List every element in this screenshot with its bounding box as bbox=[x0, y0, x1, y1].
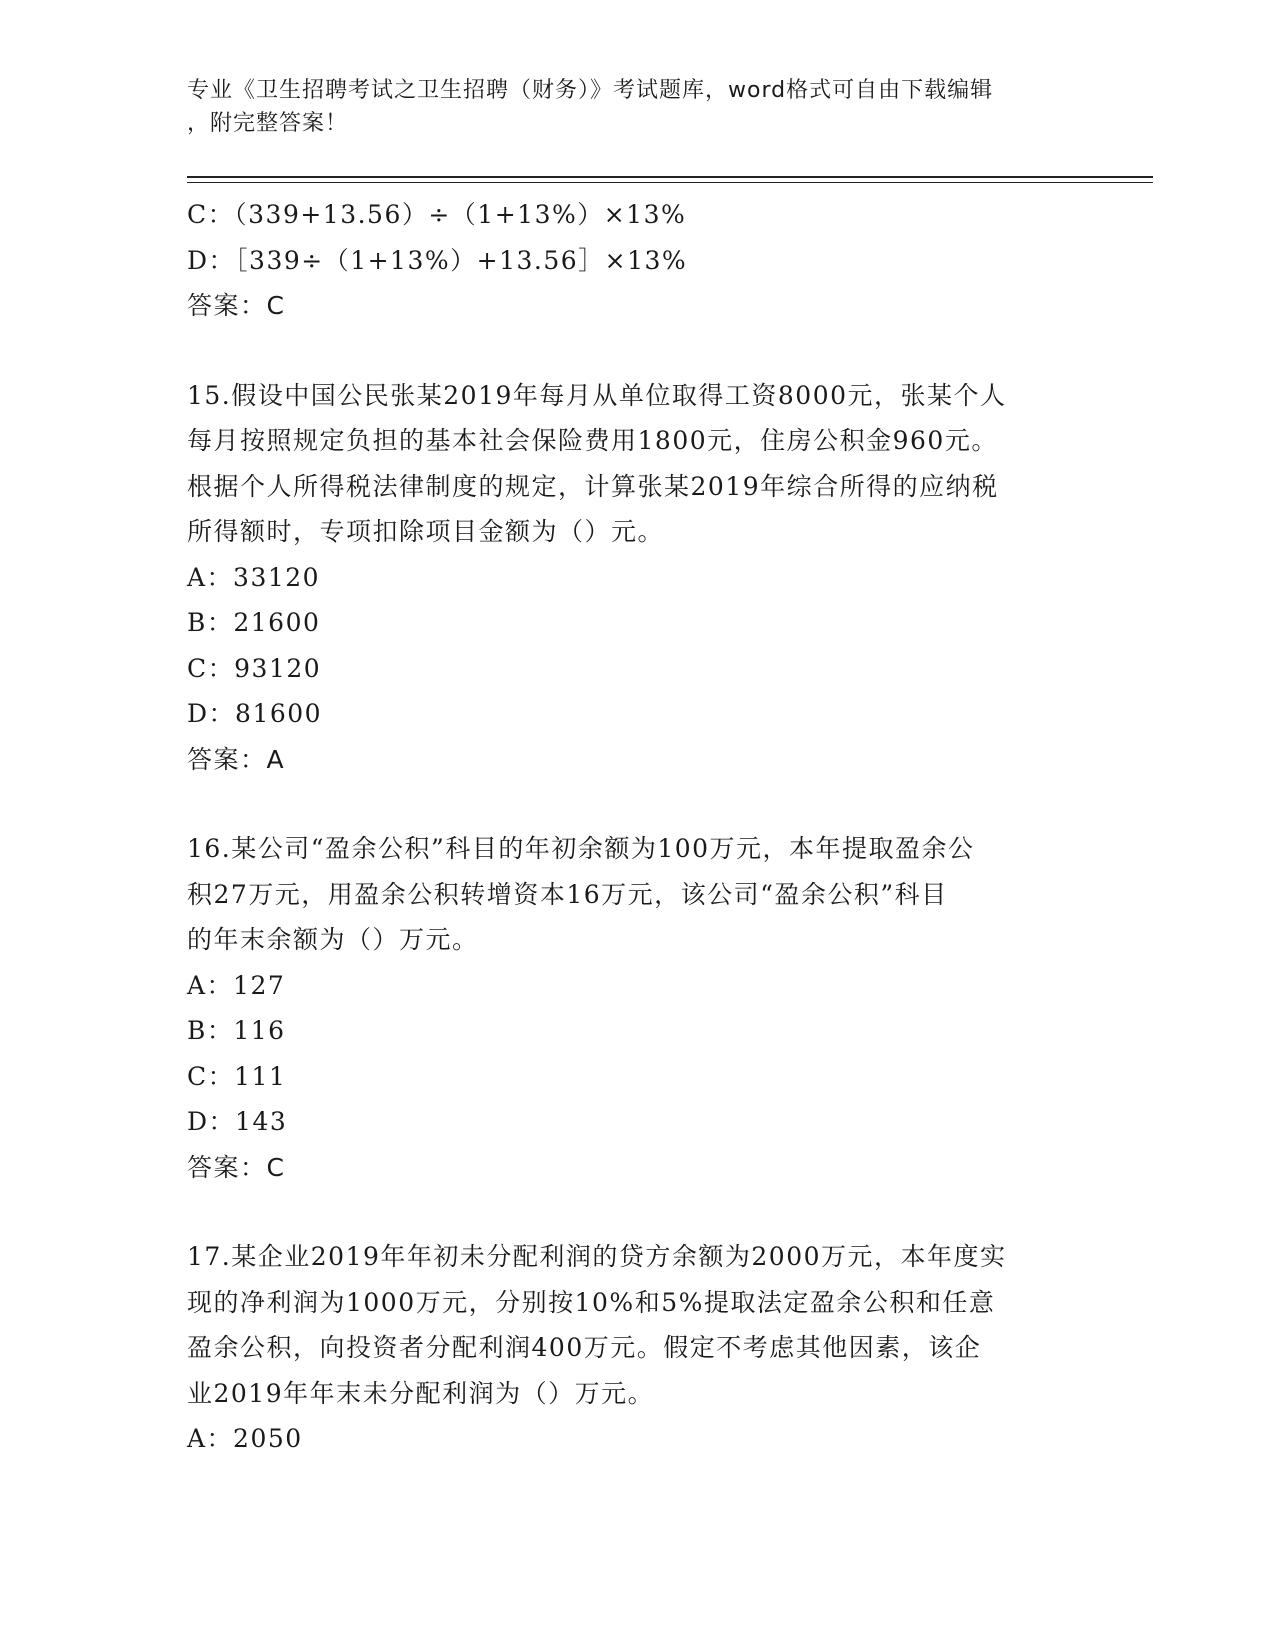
header-rule-thin bbox=[187, 182, 1153, 183]
q15-option-d: D：81600 bbox=[187, 699, 323, 728]
q15-option-b: B：21600 bbox=[187, 608, 321, 637]
question-16 bbox=[187, 826, 1087, 1190]
document-body bbox=[187, 188, 1087, 1462]
q16-answer: 答案：C bbox=[187, 1152, 286, 1182]
q15-answer: 答案：A bbox=[187, 744, 286, 774]
q14-option-c: C：（339+13.56）÷（1+13%）×13% bbox=[187, 200, 687, 229]
q15-stem-line-4: 所得额时，专项扣除项目金额为（）元。 bbox=[187, 517, 665, 546]
q14-answer: 答案：C bbox=[187, 291, 286, 320]
question-17 bbox=[187, 1234, 1087, 1462]
question-14 bbox=[187, 192, 1087, 329]
question-15 bbox=[187, 373, 1087, 783]
q16-option-a: A：127 bbox=[187, 970, 286, 1000]
document-header bbox=[187, 74, 1087, 140]
q16-option-d: D：143 bbox=[187, 1107, 288, 1136]
q16-stem-line-3: 的年末余额为（）万元。 bbox=[187, 925, 479, 954]
q15-stem-line-3: 根据个人所得税法律制度的规定，计算张某2019年综合所得的应纳税 bbox=[187, 471, 999, 501]
q17-stem-line-2: 现的净利润为1000万元，分别按10%和5%提取法定盈余公积和任意 bbox=[187, 1287, 996, 1317]
header-line-2: ，附完整答案！ bbox=[187, 111, 349, 136]
q17-stem-line-4: 业2019年年末未分配利润为（）万元。 bbox=[187, 1378, 655, 1408]
q17-stem-line-3: 盈余公积，向投资者分配利润400万元。假定不考虑其他因素，该企 bbox=[187, 1333, 982, 1362]
q16-option-b: B：116 bbox=[187, 1016, 286, 1045]
q15-stem-line-2: 每月按照规定负担的基本社会保险费用1800元，住房公积金960元。 bbox=[187, 426, 998, 455]
q14-option-d: D：［339÷（1+13%）+13.56］×13% bbox=[187, 245, 688, 275]
q16-option-c: C：111 bbox=[187, 1061, 287, 1091]
header-line-1: 专业《卫生招聘考试之卫生招聘（财务）》考试题库，word格式可自由下载编辑 bbox=[187, 78, 994, 103]
q17-stem-line-1: 17.某企业2019年年初未分配利润的贷方余额为2000万元，本年度实 bbox=[187, 1242, 1007, 1271]
q16-stem-line-2: 积27万元，用盈余公积转增资本16万元，该公司“盈余公积”科目 bbox=[187, 879, 948, 909]
q17-option-a: A：2050 bbox=[187, 1424, 303, 1453]
q15-option-a: A：33120 bbox=[187, 562, 321, 592]
q15-stem-line-1: 15.假设中国公民张某2019年每月从单位取得工资8000元，张某个人 bbox=[187, 380, 1007, 410]
q16-stem-line-1: 16.某公司“盈余公积”科目的年初余额为100万元，本年提取盈余公 bbox=[187, 834, 975, 863]
q15-option-c: C：93120 bbox=[187, 653, 322, 683]
header-rule-thick bbox=[187, 176, 1153, 178]
